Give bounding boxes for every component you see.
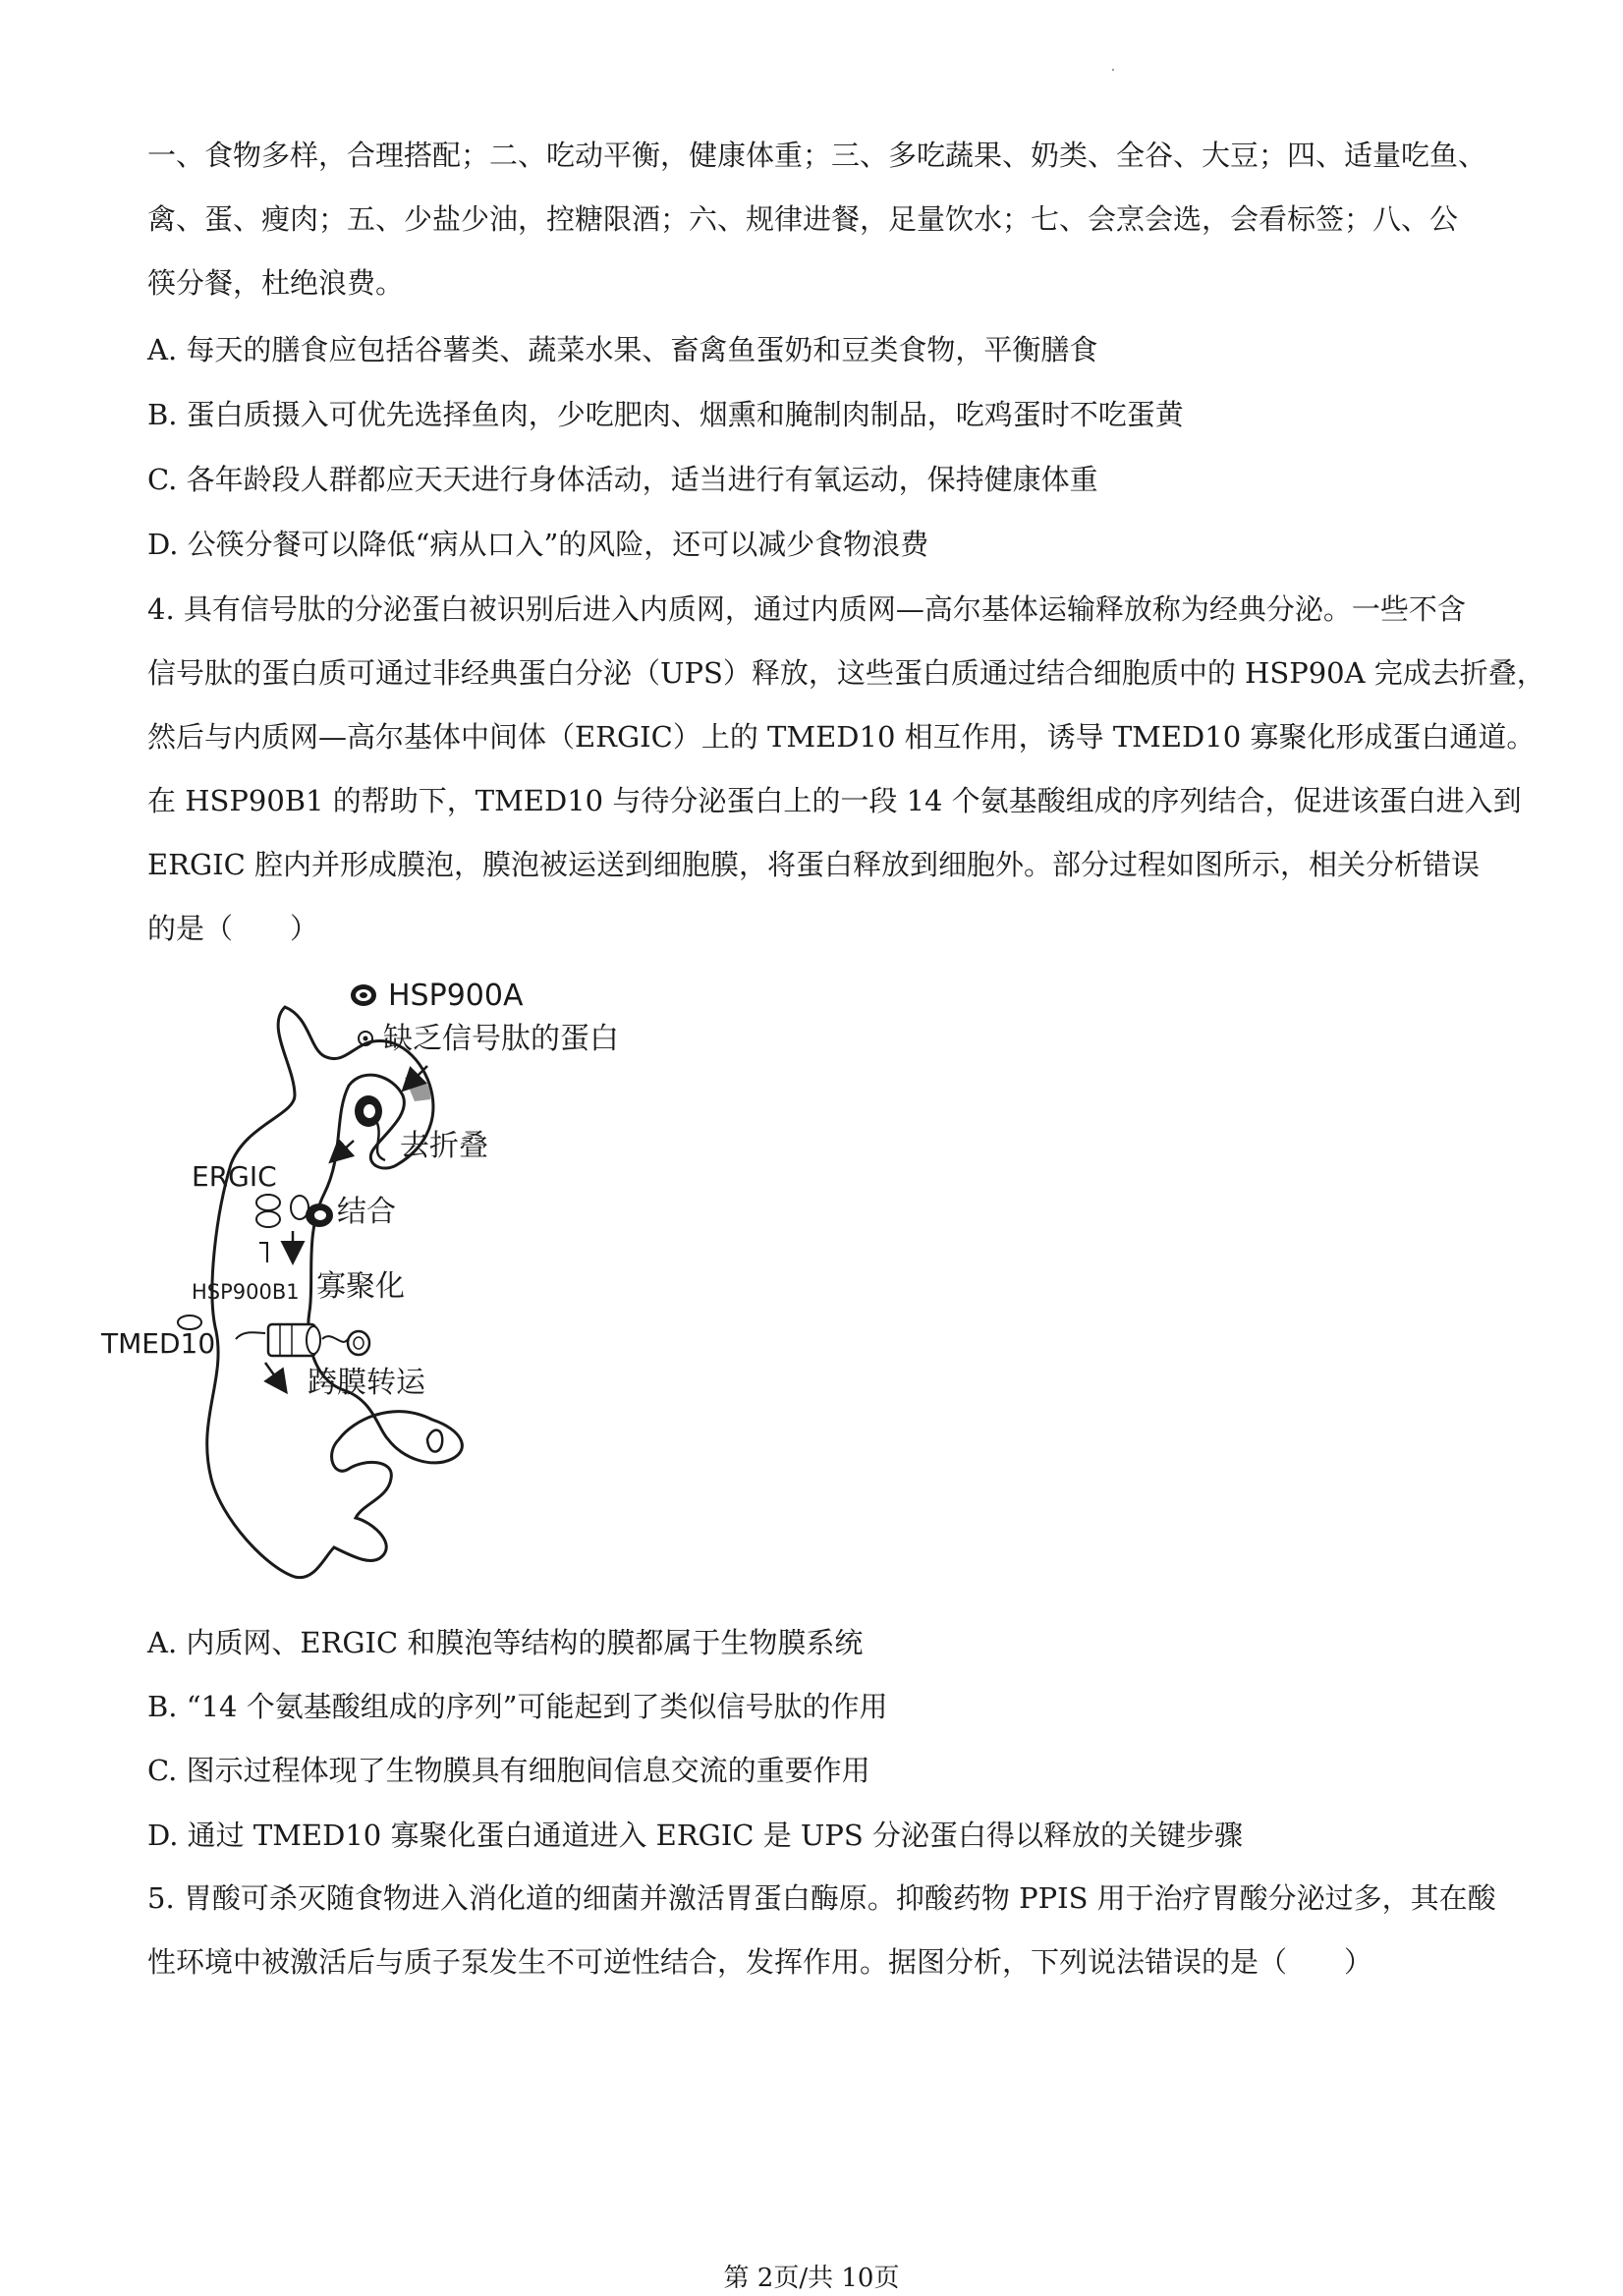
label-unfold: 去折叠 [400, 1129, 488, 1163]
q4-line: 信号肽的蛋白质可通过非经典蛋白分泌（UPS）释放，这些蛋白质通过结合细胞质中的 HSP90A 完成去折叠， [147, 656, 1545, 690]
q4-line: 在 HSP90B1 的帮助下，TMED10 与待分泌蛋白上的一段 14 个氨基酸组成的序列结合，促进该蛋白进入到 [147, 784, 1522, 817]
label-ergic: ERGIC [192, 1160, 277, 1193]
q5-line: 性环境中被激活后与质子泵发生不可逆性结合，发挥作用。据图分析，下列说法错误的是（ ） [147, 1945, 1373, 1979]
page-footer: 第 2页/共 10页 [723, 2264, 900, 2293]
figure-svg [101, 968, 904, 1596]
label-hsp90b1: HSP900B1 [192, 1280, 300, 1304]
q4-option-d: D. 通过 TMED10 寡聚化蛋白通道进入 ERGIC 是 UPS 分泌蛋白得以释放的关键步骤 [147, 1819, 1243, 1852]
unfolding-complex-icon [355, 1095, 385, 1160]
q5-stem [147, 1867, 1496, 1994]
bracket-icon [259, 1243, 267, 1262]
q3-option-c: C. 各年龄段人群都应天天进行身体活动，适当进行有氧运动，保持健康体重 [147, 463, 1098, 496]
arrow-icon [265, 1363, 285, 1390]
label-transport: 跨膜转运 [308, 1366, 425, 1400]
q4-line: ERGIC 腔内并形成膜泡，膜泡被运送到细胞膜，将蛋白释放到细胞外。部分过程如图所示，相关分析错误 [147, 848, 1481, 881]
vesicle-protein [427, 1430, 442, 1452]
q3-option-d: D. 公筷分餐可以降低“病从口入”的风险，还可以减少食物浪费 [147, 528, 929, 561]
q3-line: 一、食物多样，合理搭配；二、吃动平衡，健康体重；三、多吃蔬果、奶类、全谷、大豆；四、适量吃鱼、 [147, 139, 1487, 172]
hsp90a-legend-icon [351, 984, 376, 1006]
legend-protein-label: 缺乏信号肽的蛋白 [383, 1022, 619, 1056]
label-oligo: 寡聚化 [316, 1269, 405, 1304]
q4-option-b: B. “14 个氨基酸组成的序列”可能起到了类似信号肽的作用 [147, 1690, 888, 1723]
q4-stem [147, 578, 1545, 961]
q4-option-a: A. 内质网、ERGIC 和膜泡等结构的膜都属于生物膜系统 [147, 1626, 864, 1659]
q5-line: 5. 胃酸可杀灭随食物进入消化道的细菌并激活胃蛋白酶原。抑酸药物 PPIS 用于治疗胃酸分泌过多，其在酸 [147, 1881, 1496, 1915]
q4-line: 然后与内质网—高尔基体中间体（ERGIC）上的 TMED10 相互作用，诱导 TMED10 寡聚化形成蛋白通道。 [147, 720, 1536, 754]
label-bind: 结合 [337, 1195, 396, 1229]
q4-option-c: C. 图示过程体现了生物膜具有细胞间信息交流的重要作用 [147, 1754, 870, 1787]
q3-option-b: B. 蛋白质摄入可优先选择鱼肉，少吃肥肉、烟熏和腌制肉制品，吃鸡蛋时不吃蛋黄 [147, 398, 1184, 431]
q3-stem-tail [147, 124, 1493, 315]
scan-dot [1112, 69, 1114, 71]
q4-line: 4. 具有信号肽的分泌蛋白被识别后进入内质网，通过内质网—高尔基体运输释放称为经典分泌。一些不含 [147, 592, 1466, 626]
ups-pathway-figure [101, 968, 904, 1596]
q3-line: 筷分餐，杜绝浪费。 [147, 266, 405, 300]
q3-line: 禽、蛋、瘦肉；五、少盐少油，控糖限酒；六、规律进餐，足量饮水；七、会烹会选，会看标签；八、公 [147, 202, 1459, 236]
q3-option-a: A. 每天的膳食应包括谷薯类、蔬菜水果、畜禽鱼蛋奶和豆类食物，平衡膳食 [147, 333, 1098, 366]
legend-hsp-label: HSP900A [388, 979, 524, 1013]
protein-channel-icon [236, 1324, 369, 1356]
label-tmed10: TMED10 [101, 1327, 216, 1360]
q4-line: 的是（ ） [147, 912, 319, 945]
